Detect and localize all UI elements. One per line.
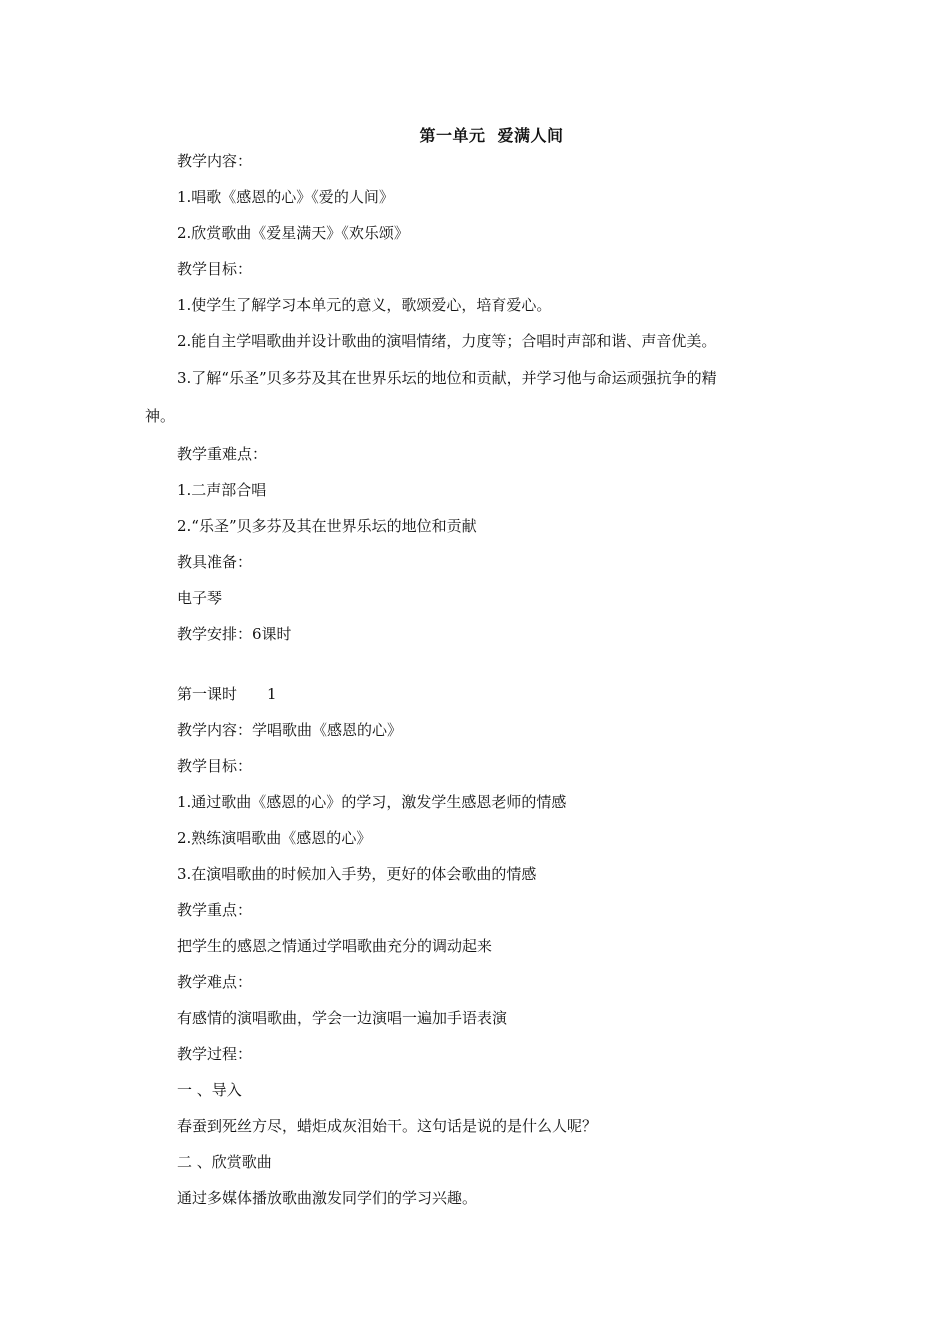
unit-schedule: 教学安排：6课时 [177,625,292,643]
unit-content-heading: 教学内容： [177,152,253,170]
lesson-heading [177,684,277,704]
lesson-step-heading: 一 、导入 [177,1081,242,1099]
unit-goal-item-continued: 神。 [145,407,176,425]
lesson-process-heading: 教学过程： [177,1045,253,1063]
unit-keypoint-item: 2.“乐圣”贝多芬及其在世界乐坛的地位和贡献 [177,517,477,535]
lesson-difficulty-heading: 教学难点： [177,973,253,991]
lesson-content: 教学内容：学唱歌曲《感恩的心》 [177,721,403,739]
unit-goal-item: 3.了解“乐圣”贝多芬及其在世界乐坛的地位和贡献，并学习他与命运顽强抗争的精 [177,369,717,387]
unit-tools-item: 电子琴 [177,589,223,607]
lesson-step-text: 通过多媒体播放歌曲激发同学们的学习兴趣。 [177,1189,478,1207]
unit-keypoints-heading: 教学重难点： [177,445,268,463]
unit-keypoint-item: 1.二声部合唱 [177,481,267,499]
lesson-goals-heading: 教学目标： [177,757,253,775]
unit-tools-heading: 教具准备： [177,553,253,571]
unit-goal-item: 2.能自主学唱歌曲并设计歌曲的演唱情绪，力度等；合唱时声部和谐、声音优美。 [177,332,717,350]
lesson-goal-item: 2.熟练演唱歌曲《感恩的心》 [177,829,372,847]
lesson-goal-item: 3.在演唱歌曲的时候加入手势，更好的体会歌曲的情感 [177,865,537,883]
unit-goal-item: 1.使学生了解学习本单元的意义，歌颂爱心，培育爱心。 [177,296,552,314]
lesson-step-heading: 二 、欣赏歌曲 [177,1153,272,1171]
lesson-focus-item: 把学生的感恩之情通过学唱歌曲充分的调动起来 [177,937,493,955]
document-title [0,126,950,146]
lesson-goal-item: 1.通过歌曲《感恩的心》的学习，激发学生感恩老师的情感 [177,793,567,811]
lesson-number: 1 [267,685,277,703]
unit-content-item: 1.唱歌《感恩的心》《爱的人间》 [177,188,394,206]
lesson-step-text: 春蚕到死丝方尽，蜡炬成灰泪始干。这句话是说的是什么人呢？ [177,1117,598,1135]
title-main: 第一单元 [419,126,486,145]
lesson-difficulty-item: 有感情的演唱歌曲，学会一边演唱一遍加手语表演 [177,1009,508,1027]
unit-content-item: 2.欣赏歌曲《爱星满天》《欢乐颂》 [177,224,409,242]
unit-goals-heading: 教学目标： [177,260,253,278]
lesson-focus-heading: 教学重点： [177,901,253,919]
lesson-label: 第一课时 [177,685,238,703]
title-sub: 爱满人间 [497,126,564,145]
